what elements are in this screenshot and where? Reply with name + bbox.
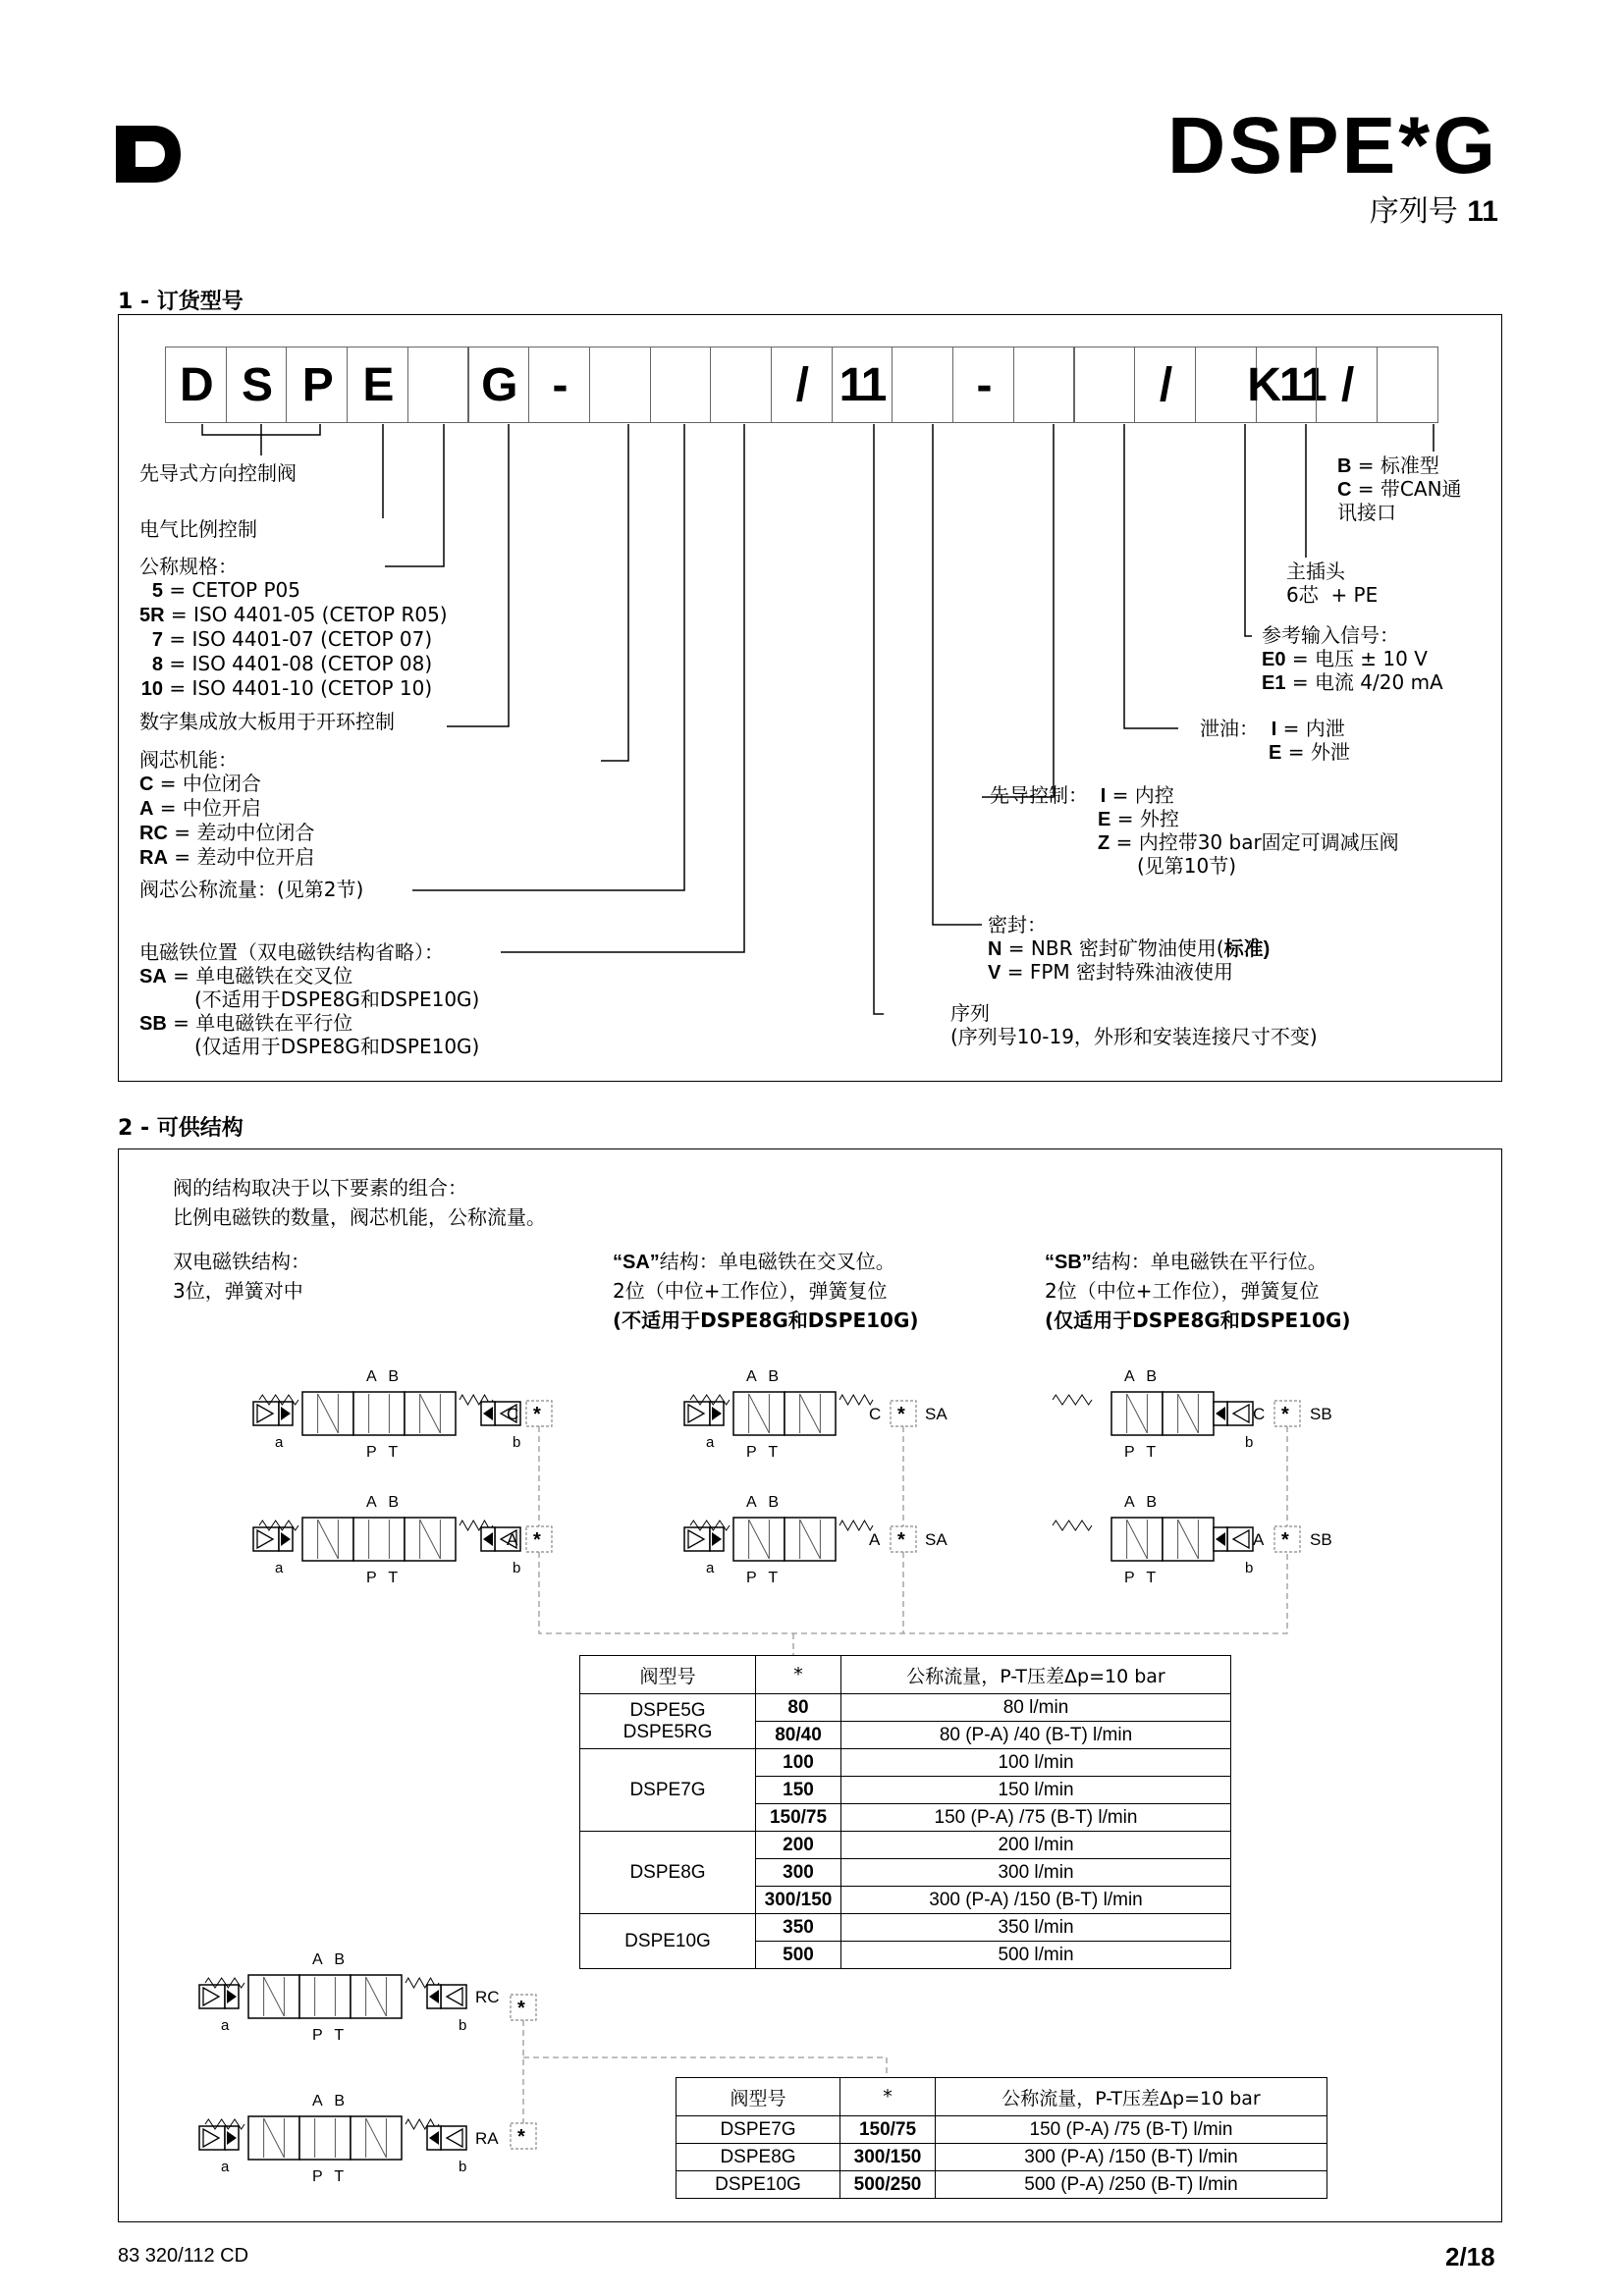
label-version-c: C = 带CAN通 [1337, 477, 1462, 501]
model-cell: DSPE8G [677, 2144, 840, 2171]
port-a-label: A [366, 1368, 377, 1385]
list-item: 10 = ISO 4401-10 (CETOP 10) [140, 676, 433, 700]
port-t-label: T [388, 1444, 399, 1461]
flow-value-cell: 300 l/min [841, 1859, 1231, 1887]
port-t-label: T [388, 1570, 399, 1586]
flow-code-cell: 300/150 [840, 2144, 936, 2171]
solenoid-b-label: b [513, 1560, 521, 1576]
section-1-heading: 1 - 订货型号 [118, 290, 244, 314]
flow-code-cell: 150/75 [840, 2116, 936, 2144]
code-c-label: C [507, 1405, 519, 1423]
label-connector: 6芯 + PE [1286, 583, 1379, 607]
port-t-label: T [768, 1444, 779, 1461]
code-cell: E [347, 347, 408, 423]
solenoid-b-label: b [513, 1434, 521, 1451]
port-b-label: B [768, 1368, 780, 1385]
table-header: 阀型号 [677, 2078, 840, 2116]
port-a-label: A [746, 1494, 757, 1511]
flow-code-cell: 500 [756, 1942, 841, 1969]
port-p-label: P [1124, 1444, 1135, 1461]
flow-value-cell: 500 (P-A) /250 (B-T) l/min [936, 2171, 1327, 2199]
code-sa-label: SA [925, 1530, 947, 1549]
flow-code-cell: 100 [756, 1749, 841, 1777]
col2-line-2: 2位（中位+工作位），弹簧复位 [613, 1279, 888, 1303]
code-cell: / [1134, 347, 1196, 423]
port-p-label: P [1124, 1570, 1135, 1586]
list-item: 5 = CETOP P05 [151, 578, 300, 602]
solenoid-b-label: b [1245, 1434, 1254, 1451]
label-pilot-z: Z = 内控带30 bar固定可调减压阀 [1098, 830, 1399, 854]
flow-value-cell: 150 l/min [841, 1777, 1231, 1804]
port-b-label: B [1146, 1368, 1158, 1385]
port-b-label: B [334, 2093, 346, 2109]
table-row [580, 1749, 1231, 1777]
intro-line-2: 比例电磁铁的数量，阀芯机能，公称流量。 [173, 1205, 546, 1229]
code-cell: S [226, 347, 288, 423]
code-cell: / [771, 347, 833, 423]
page-title: DSPE*G [1167, 101, 1498, 190]
col2-line-3: (不适用于DSPE8G和DSPE10G) [613, 1308, 919, 1332]
label-drain: 泄油： I = 内泄 [1200, 717, 1345, 740]
label-spool-title: 阀芯机能： [139, 748, 238, 772]
page-number: 2/18 [1445, 2242, 1495, 2271]
code-a-label: A [507, 1530, 518, 1549]
code-cell: 11 [832, 347, 893, 423]
col2-line-1: “SA”结构：单电磁铁在交叉位。 [613, 1250, 895, 1273]
label-sb-note: (仅适用于DSPE8G和DSPE10G) [194, 1035, 480, 1058]
port-b-label: B [334, 1951, 346, 1968]
solenoid-a-label: a [706, 1560, 715, 1576]
code-cell: - [528, 347, 590, 423]
label-pilot-e: E = 外控 [1098, 807, 1179, 830]
label-sa: SA = 单电磁铁在交叉位 [139, 964, 353, 988]
intro-line-1: 阀的结构取决于以下要素的组合： [173, 1176, 467, 1200]
label-pilot: 先导控制： I = 内控 [990, 783, 1174, 807]
star-mark: * [897, 1529, 905, 1551]
label-prop-control: 电气比例控制 [139, 517, 257, 541]
table-row [677, 2144, 1327, 2171]
model-cell: DSPE7G [677, 2116, 840, 2144]
flow-value-cell: 500 l/min [841, 1942, 1231, 1969]
label-version-c2: 讯接口 [1337, 501, 1396, 524]
code-a-label: A [1253, 1530, 1265, 1549]
solenoid-a-label: a [221, 2159, 230, 2175]
code-rc-label: RC [475, 1988, 500, 2006]
label-connector-title: 主插头 [1286, 560, 1345, 583]
flow-value-cell: 300 (P-A) /150 (B-T) l/min [936, 2144, 1327, 2171]
col3-line-2: 2位（中位+工作位），弹簧复位 [1045, 1279, 1320, 1303]
code-cell: - [952, 347, 1014, 423]
list-item: 7 = ISO 4401-07 (CETOP 07) [151, 627, 433, 651]
solenoid-a-label: a [275, 1560, 284, 1576]
label-seal-title: 密封： [988, 913, 1047, 936]
port-a-label: A [1124, 1494, 1135, 1511]
code-c-label: C [1253, 1405, 1266, 1423]
list-item: RA = 差动中位开启 [139, 845, 315, 869]
solenoid-b-label: b [459, 2017, 467, 2034]
code-cell: P [286, 347, 348, 423]
label-series-title: 序列 [950, 1001, 990, 1025]
port-b-label: B [768, 1494, 780, 1511]
model-cell: DSPE8G [580, 1832, 756, 1914]
list-item: RC = 差动中位闭合 [139, 821, 315, 844]
flow-code-cell: 200 [756, 1832, 841, 1859]
flow-code-cell: 150 [756, 1777, 841, 1804]
port-t-label: T [1146, 1444, 1157, 1461]
label-pilot-valve: 先导式方向控制阀 [139, 461, 297, 485]
label-size-title: 公称规格： [139, 555, 238, 578]
label-digital-board: 数字集成放大板用于开环控制 [139, 710, 395, 733]
star-mark: * [517, 1998, 525, 2019]
solenoid-b-label: b [1245, 1560, 1254, 1576]
code-cell: G [468, 347, 530, 423]
flow-value-cell: 100 l/min [841, 1749, 1231, 1777]
solenoid-a-label: a [706, 1434, 715, 1451]
table-header: * [756, 1656, 841, 1694]
col1-line-1: 双电磁铁结构： [173, 1250, 310, 1273]
flow-value-cell: 150 (P-A) /75 (B-T) l/min [841, 1804, 1231, 1832]
port-p-label: P [746, 1444, 757, 1461]
table-row [677, 2116, 1327, 2144]
label-sb: SB = 单电磁铁在平行位 [139, 1011, 353, 1035]
star-mark: * [1281, 1529, 1289, 1551]
code-c-label: C [869, 1405, 882, 1423]
model-cell: DSPE10G [677, 2171, 840, 2199]
label-solenoid-title: 电磁铁位置（双电磁铁结构省略）： [139, 940, 444, 964]
model-cell: DSPE10G [580, 1914, 756, 1969]
code-cell: D [165, 347, 227, 423]
label-pilot-z-note: (见第10节) [1137, 854, 1237, 878]
table-header: 阀型号 [580, 1656, 756, 1694]
port-b-label: B [388, 1368, 400, 1385]
col3-line-1: “SB”结构：单电磁铁在平行位。 [1045, 1250, 1327, 1273]
port-b-label: B [388, 1494, 400, 1511]
table-row [580, 1914, 1231, 1942]
label-e1: E1 = 电流 4/20 mA [1262, 670, 1443, 694]
port-p-label: P [746, 1570, 757, 1586]
table-row [580, 1694, 1231, 1722]
table-row [580, 1832, 1231, 1859]
flow-code-cell: 150/75 [756, 1804, 841, 1832]
flow-value-cell: 200 l/min [841, 1832, 1231, 1859]
table-header: 公称流量，P-T压差Δp=10 bar [936, 2078, 1327, 2116]
doc-code: 83 320/112 CD [118, 2245, 249, 2267]
flow-code-cell: 80 [756, 1694, 841, 1722]
list-item: 8 = ISO 4401-08 (CETOP 08) [151, 652, 433, 675]
model-cell: DSPE5G DSPE5RG [580, 1694, 756, 1749]
star-mark: * [517, 2126, 525, 2148]
table-row [677, 2171, 1327, 2199]
label-drain-e: E = 外泄 [1269, 740, 1350, 764]
star-mark: * [1281, 1404, 1289, 1425]
series-subtitle: 序列号 11 [1369, 194, 1498, 229]
flow-code-cell: 500/250 [840, 2171, 936, 2199]
port-a-label: A [312, 1951, 323, 1968]
flow-code-cell: 80/40 [756, 1722, 841, 1749]
flow-value-cell: 80 (P-A) /40 (B-T) l/min [841, 1722, 1231, 1749]
port-a-label: A [1124, 1368, 1135, 1385]
star-mark: * [533, 1529, 541, 1551]
port-t-label: T [334, 2027, 345, 2044]
label-sa-note: (不适用于DSPE8G和DSPE10G) [194, 988, 480, 1011]
port-a-label: A [366, 1494, 377, 1511]
flow-value-cell: 350 l/min [841, 1914, 1231, 1942]
flow-value-cell: 300 (P-A) /150 (B-T) l/min [841, 1887, 1231, 1914]
list-item: 5R = ISO 4401-05 (CETOP R05) [139, 603, 448, 626]
flow-value-cell: 150 (P-A) /75 (B-T) l/min [936, 2116, 1327, 2144]
col1-line-2: 3位，弹簧对中 [173, 1279, 303, 1303]
list-item: A = 中位开启 [139, 796, 261, 820]
port-a-label: A [746, 1368, 757, 1385]
code-ra-label: RA [475, 2129, 499, 2148]
port-a-label: A [312, 2093, 323, 2109]
label-e0: E0 = 电压 ± 10 V [1262, 647, 1428, 670]
code-cell: K11 [1256, 347, 1318, 423]
port-t-label: T [768, 1570, 779, 1586]
label-ref-title: 参考输入信号： [1262, 623, 1399, 647]
flow-table-differential [676, 2077, 1327, 2199]
solenoid-b-label: b [459, 2159, 467, 2175]
col3-line-3: (仅适用于DSPE8G和DSPE10G) [1045, 1308, 1351, 1332]
port-t-label: T [334, 2168, 345, 2185]
section-2-heading: 2 - 可供结构 [118, 1116, 244, 1141]
table-header: * [840, 2078, 936, 2116]
port-p-label: P [312, 2027, 323, 2044]
list-item: C = 中位闭合 [139, 772, 261, 795]
port-p-label: P [312, 2168, 323, 2185]
table-header: 公称流量，P-T压差Δp=10 bar [841, 1656, 1231, 1694]
port-p-label: P [366, 1570, 377, 1586]
label-seal-v: V = FPM 密封特殊油液使用 [988, 960, 1233, 984]
port-b-label: B [1146, 1494, 1158, 1511]
flow-code-cell: 350 [756, 1914, 841, 1942]
code-sa-label: SA [925, 1405, 947, 1423]
flow-code-cell: 300/150 [756, 1887, 841, 1914]
label-series-text: (序列号10-19，外形和安装连接尺寸不变) [950, 1025, 1318, 1048]
port-p-label: P [366, 1444, 377, 1461]
model-cell: DSPE7G [580, 1749, 756, 1832]
flow-value-cell: 80 l/min [841, 1694, 1231, 1722]
solenoid-a-label: a [221, 2017, 230, 2034]
star-mark: * [533, 1404, 541, 1425]
flow-code-cell: 300 [756, 1859, 841, 1887]
code-sb-label: SB [1310, 1530, 1332, 1549]
label-version-b: B = 标准型 [1337, 454, 1439, 477]
port-t-label: T [1146, 1570, 1157, 1586]
star-mark: * [897, 1404, 905, 1425]
code-sb-label: SB [1310, 1405, 1332, 1423]
label-spool-flow: 阀芯公称流量：(见第2节) [139, 878, 364, 901]
flow-table-main [579, 1655, 1231, 1969]
solenoid-a-label: a [275, 1434, 284, 1451]
code-a-label: A [869, 1530, 881, 1549]
label-seal-n: N = NBR 密封矿物油使用(标准) [988, 936, 1271, 960]
code-cell: / [1316, 347, 1378, 423]
